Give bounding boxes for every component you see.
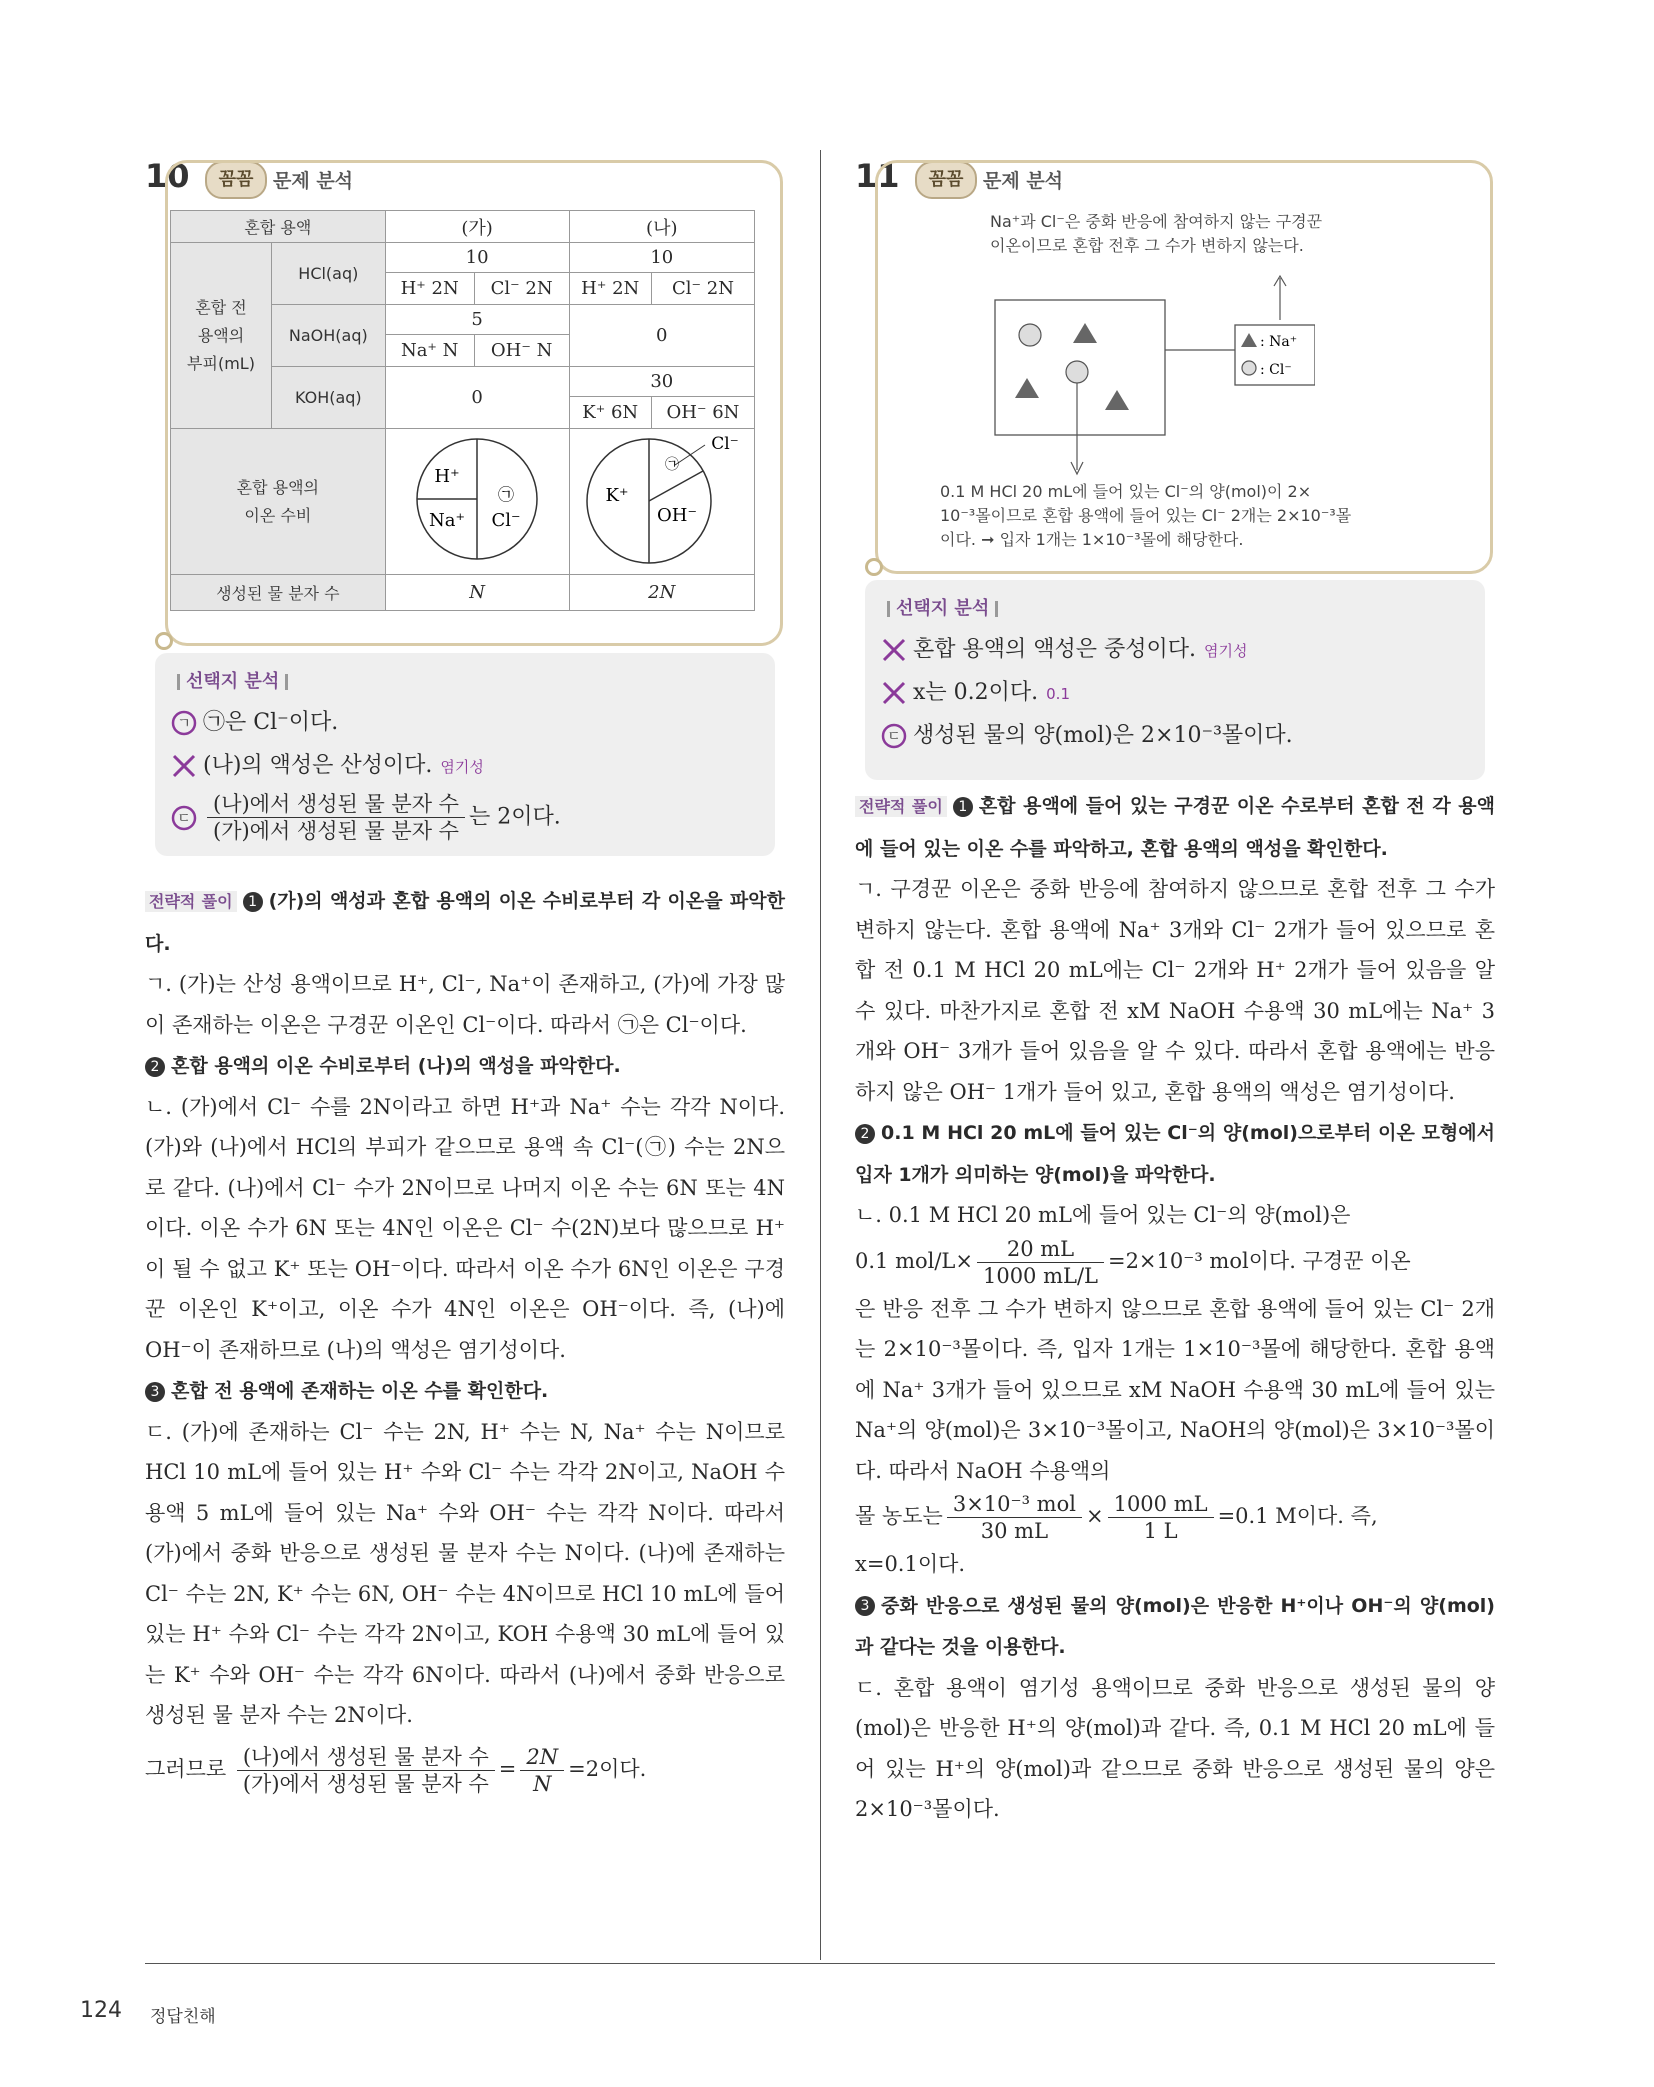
step3-title: 혼합 전 용액에 존재하는 이온 수를 확인한다. (171, 1380, 549, 1402)
q11-number: 11 (855, 157, 900, 195)
step3-title: 중화 반응으로 생성된 물의 양(mol)은 반응한 H⁺이나 OH⁻의 양(mol)과 같다는 것을 이용한다. (855, 1594, 1495, 1658)
q11-top-annotation: Na⁺과 Cl⁻은 중화 반응에 참여하지 않는 구경꾼 이온이므로 혼합 전후 그 수가 변하지 않는다. (990, 212, 1323, 255)
wrong-x-icon (881, 680, 907, 706)
cell-hcl-b-ion2: Cl⁻ 2N (651, 273, 754, 305)
step-3-icon: 3 (855, 1596, 875, 1616)
choice-2-text: x는 0.2이다. (913, 680, 1039, 705)
choice-1 (171, 705, 759, 736)
table-naoh: NaOH(aq) (272, 305, 386, 367)
svg-text:ㄷ: ㄷ (887, 729, 901, 745)
choice-1-text: ㉠은 Cl⁻이다. (203, 710, 339, 735)
cell-koh-b: 30 (569, 367, 754, 397)
choice-2-fix: 염기성 (440, 758, 484, 776)
q11-step1 (855, 785, 1495, 869)
choice-3-fraction: $\frac{\text{(나)에서 생성된 물 분자 수}}{\text{(가)에서 생성된 물 분자 수}}$ (207, 791, 465, 844)
step-1-icon: 1 (953, 797, 973, 817)
table-koh: KOH(aq) (272, 367, 386, 429)
q10-step3 (145, 1370, 785, 1412)
q11-para3: ㄷ. 혼합 용액이 염기성 용액이므로 중화 반응으로 생성된 물의 양(mol)은 반응한 H⁺의 양(mol)과 같다. 즉, 0.1 M HCl 20 mL에 들어 있는 H⁺의 양(mol)과 같으므로 중화 반응으로 생성된 물의 양은 2×10⁻³몰이다. (855, 1675, 1495, 1821)
q10-para1: ㄱ. (가)는 산성 용액이므로 H⁺, Cl⁻, Na⁺이 존재하고, (가)에 가장 많이 존재하는 이온은 구경꾼 이온인 Cl⁻이다. 따라서 ㉠은 Cl⁻이다. (145, 972, 785, 1037)
pie-b-label-circle: ㉠ (664, 457, 679, 473)
q11-title: 문제 분석 (983, 170, 1064, 192)
pie-chart-b (577, 429, 747, 569)
table-row-group: 혼합 전 용액의 부피(mL) (171, 243, 272, 429)
cell-koh-b-ion1: K⁺ 6N (569, 397, 651, 429)
svg-text:ㄷ: ㄷ (177, 810, 191, 827)
choice-1 (881, 632, 1469, 663)
correct-circle-icon (171, 805, 197, 831)
q10-data-table (170, 210, 755, 611)
eq-fraction: $\frac{20 mL}{1000 mL/L}$ (977, 1236, 1104, 1289)
cell-hcl-a-ion2: Cl⁻ 2N (474, 273, 569, 305)
q11-bottom-annotation: 0.1 M HCl 20 mL에 들어 있는 Cl⁻의 양(mol)이 2× 10⁻³몰이므로 혼합 용액에 들어 있는 Cl⁻ 2개는 2×10⁻³몰 이다. ➞ 입자 1개는 1×10⁻³몰에 해당한다. (940, 482, 1352, 549)
choice-3-post: 는 2이다. (468, 804, 561, 830)
choice-title: 선택지 분석 (171, 667, 759, 693)
footer-label: 정답친해 (150, 2007, 216, 2027)
wrong-x-icon (881, 637, 907, 663)
cell-hcl-b-ion1: H⁺ 2N (569, 273, 651, 305)
choice-title: 선택지 분석 (881, 594, 1469, 620)
q11-step3 (855, 1585, 1495, 1668)
choice-2 (171, 748, 759, 779)
cell-koh-b-ion2: OH⁻ 6N (651, 397, 754, 429)
step-3-icon: 3 (145, 1382, 165, 1402)
q11-explanation (855, 785, 1495, 1830)
cell-naoh-a-ion2: OH⁻ N (474, 335, 569, 367)
pie-chart-a (412, 434, 542, 564)
wrong-x-icon (171, 753, 197, 779)
svg-text:ㄱ: ㄱ (177, 716, 191, 732)
question-11 (855, 155, 1495, 1821)
footer-rule (145, 1963, 1495, 1964)
choice-1-text: 혼합 용액의 액성은 중성이다. (913, 637, 1196, 662)
ion-model-diagram (945, 260, 1315, 480)
q10-title: 문제 분석 (273, 170, 354, 192)
step-2-icon: 2 (855, 1124, 875, 1144)
pie-a-label-na: Na⁺ (429, 510, 466, 531)
table-ratio-label: 혼합 용액의 이온 수비 (171, 429, 386, 575)
q11-para2c: 몰 농도는 $\frac{\text{3×10⁻³ mol}}{30 mL}$ × $\frac{1000 mL}{1 L}$ =0.1 M이다. 즉, (855, 1492, 1378, 1543)
pie-a-label-cl: Cl⁻ (491, 510, 521, 531)
step2-title: 0.1 M HCl 20 mL에 들어 있는 Cl⁻의 양(mol)으로부터 이온 모형에서 입자 1개가 의미하는 양(mol)을 파악한다. (855, 1122, 1495, 1186)
correct-circle-icon (881, 723, 907, 749)
choice-2-fix: 0.1 (1046, 685, 1070, 703)
step1-title: (가)의 액성과 혼합 용액의 이온 수비로부터 각 이온을 파악한다. (145, 890, 785, 955)
q11-para2b: 은 반응 전후 그 수가 변하지 않으므로 혼합 용액에 들어 있는 Cl⁻ 2개는 2×10⁻³몰이다. 즉, 입자 1개는 1×10⁻³몰에 해당한다. 혼합 용액에 Na⁺ 3개가 들어 있으므로 xM NaOH 수용액 30 mL에 들어 있는 Na⁺의 양(mol)은 3×10⁻³몰이고, NaOH의 양(mol)은 3×10⁻³몰이다. 따라서 NaOH 수용액의 (855, 1296, 1495, 1483)
pie-b-label-k: K⁺ (605, 485, 629, 506)
cell-naoh-a: 5 (385, 305, 569, 335)
molarity-fraction-2: $\frac{1000 mL}{1 L}$ (1108, 1491, 1214, 1544)
final-fraction-2: $\frac{2N}{N}$ (520, 1744, 564, 1797)
choice-3-text: 생성된 물의 양(mol)은 2×10⁻³몰이다. (913, 723, 1293, 748)
pie-a-cell (385, 429, 569, 575)
q10-para3: ㄷ. (가)에 존재하는 Cl⁻ 수는 2N, H⁺ 수는 N, Na⁺ 수는 N이므로 HCl 10 mL에 들어 있는 H⁺ 수와 Cl⁻ 수는 각각 2N이고, NaOH 수용액 5 mL에 들어 있는 Na⁺ 수와 OH⁻ 수는 각각 N이다. 따라서 (가)에서 중화 반응으로 생성된 물 분자 수는 N이다. (나)에 존재하는 Cl⁻ 수는 2N, K⁺ 수는 6N, OH⁻ 수는 4N이므로 HCl 10 mL에 들어 있는 H⁺ 수와 Cl⁻ 수는 각각 2N이고, KOH 수용액 30 mL에 들어 있는 K⁺ 수와 OH⁻ 수는 각각 6N이다. 따라서 (나)에서 중화 반응으로 생성된 물 분자 수는 2N이다. (145, 1419, 785, 1727)
cl-ion-icon (1066, 361, 1088, 383)
table-col-header: 혼합 용액 (171, 211, 386, 243)
q11-para2d: x=0.1이다. (855, 1552, 966, 1576)
choice-1-fix: 염기성 (1204, 642, 1248, 660)
cell-hcl-b: 10 (569, 243, 754, 273)
strategy-label: 전략적 풀이 (145, 891, 237, 912)
q10-para2: ㄴ. (가)에서 Cl⁻ 수를 2N이라고 하면 H⁺과 Na⁺ 수는 각각 N이다. (가)와 (나)에서 HCl의 부피가 같으므로 용액 속 Cl⁻(㉠) 수는 2N으로 같다. (나)에서 Cl⁻ 수가 2N이므로 나머지 이온 수는 6N 또는 4N이다. 이온 수가 6N 또는 4N인 이온은 Cl⁻ 수(2N)보다 많으므로 H⁺이 될 수 없고 K⁺ 또는 OH⁻이다. 따라서 이온 수가 6N인 이온은 구경꾼 이온인 K⁺이고, 이온 수가 4N인 이온은 OH⁻이다. 즉, (나)에 OH⁻이 존재하므로 (나)의 액성은 염기성이다. (145, 1094, 785, 1362)
legend-na: : Na⁺ (1260, 334, 1298, 350)
cell-water-b: 2N (569, 575, 754, 611)
q10-choice-box (155, 653, 775, 856)
frame-dot (865, 558, 883, 576)
cell-hcl-a-ion1: H⁺ 2N (385, 273, 474, 305)
q10-badge: 꼼꼼 (205, 161, 267, 199)
pie-b-label-cl: Cl⁻ (711, 434, 739, 454)
q10-explanation (145, 880, 785, 1797)
cl-ion-icon (1019, 324, 1041, 346)
correct-circle-icon (171, 710, 197, 736)
q10-number: 10 (145, 157, 190, 195)
q10-step2 (145, 1045, 785, 1087)
table-col-b: (나) (569, 211, 754, 243)
table-hcl: HCl(aq) (272, 243, 386, 305)
pie-b-cell (569, 429, 754, 575)
q11-para1: ㄱ. 구경꾼 이온은 중화 반응에 참여하지 않으므로 혼합 전후 그 수가 변하지 않는다. 혼합 용액에 Na⁺ 3개와 Cl⁻ 2개가 들어 있으므로 혼합 전 0.1 M HCl 20 mL에는 Cl⁻ 2개와 H⁺ 2개가 들어 있음을 알 수 있다. 마찬가지로 혼합 전 xM NaOH 수용액 30 mL에는 Na⁺ 3개와 OH⁻ 3개가 들어 있음을 알 수 있다. 따라서 혼합 용액에는 반응하지 않은 OH⁻ 1개가 들어 있고, 혼합 용액의 액성은 염기성이다. (855, 877, 1495, 1104)
cell-koh-a: 0 (385, 367, 569, 429)
page-number: 124 (80, 1998, 122, 2023)
pie-a-label-circle: ㉠ (498, 485, 515, 504)
q11-badge: 꼼꼼 (915, 161, 977, 199)
frame-dot (155, 632, 173, 650)
choice-3 (881, 718, 1469, 749)
molarity-fraction-1: $\frac{\text{3×10⁻³ mol}}{30 mL}$ (947, 1491, 1082, 1544)
q11-step2 (855, 1112, 1495, 1195)
choice-3 (171, 791, 759, 844)
q11-para2-eq: 0.1 mol/L× $\frac{20 mL}{1000 mL/L}$ =2×10⁻³ mol이다. 구경꾼 이온 (855, 1236, 1411, 1288)
q11-para2a: ㄴ. 0.1 M HCl 20 mL에 들어 있는 Cl⁻의 양(mol)은 (855, 1203, 1351, 1227)
step-2-icon: 2 (145, 1057, 165, 1077)
q10-final: 그러므로 $\frac{\text{(나)에서 생성된 물 분자 수}}{\text{(가)에서 생성된 물 분자 수}}$ = $\frac{2N}{N}$ =2이다. (145, 1744, 647, 1796)
final-fraction-1: $\frac{\text{(나)에서 생성된 물 분자 수}}{\text{(가)에서 생성된 물 분자 수}}$ (237, 1744, 495, 1797)
pie-a-label-h: H⁺ (434, 466, 460, 487)
step-1-icon: 1 (243, 892, 263, 912)
question-10 (145, 155, 785, 1796)
legend-cl: : Cl⁻ (1260, 362, 1292, 378)
table-water-label: 생성된 물 분자 수 (171, 575, 386, 611)
q11-choice-box (865, 580, 1485, 780)
cl-legend-icon (1242, 361, 1256, 375)
choice-2 (881, 675, 1469, 706)
column-divider (820, 150, 821, 1960)
cell-naoh-a-ion1: Na⁺ N (385, 335, 474, 367)
q10-step1 (145, 880, 785, 964)
cell-naoh-b: 0 (569, 305, 754, 367)
strategy-label: 전략적 풀이 (855, 796, 947, 817)
cell-hcl-a: 10 (385, 243, 569, 273)
pie-b-label-oh: OH⁻ (656, 505, 697, 526)
step2-title: 혼합 용액의 이온 수비로부터 (나)의 액성을 파악한다. (171, 1055, 621, 1077)
cell-water-a: N (385, 575, 569, 611)
choice-2-text: (나)의 액성은 산성이다. (203, 753, 433, 778)
table-col-a: (가) (385, 211, 569, 243)
step1-title: 혼합 용액에 들어 있는 구경꾼 이온 수로부터 혼합 전 각 용액에 들어 있는 이온 수를 파악하고, 혼합 용액의 액성을 확인한다. (855, 795, 1495, 860)
